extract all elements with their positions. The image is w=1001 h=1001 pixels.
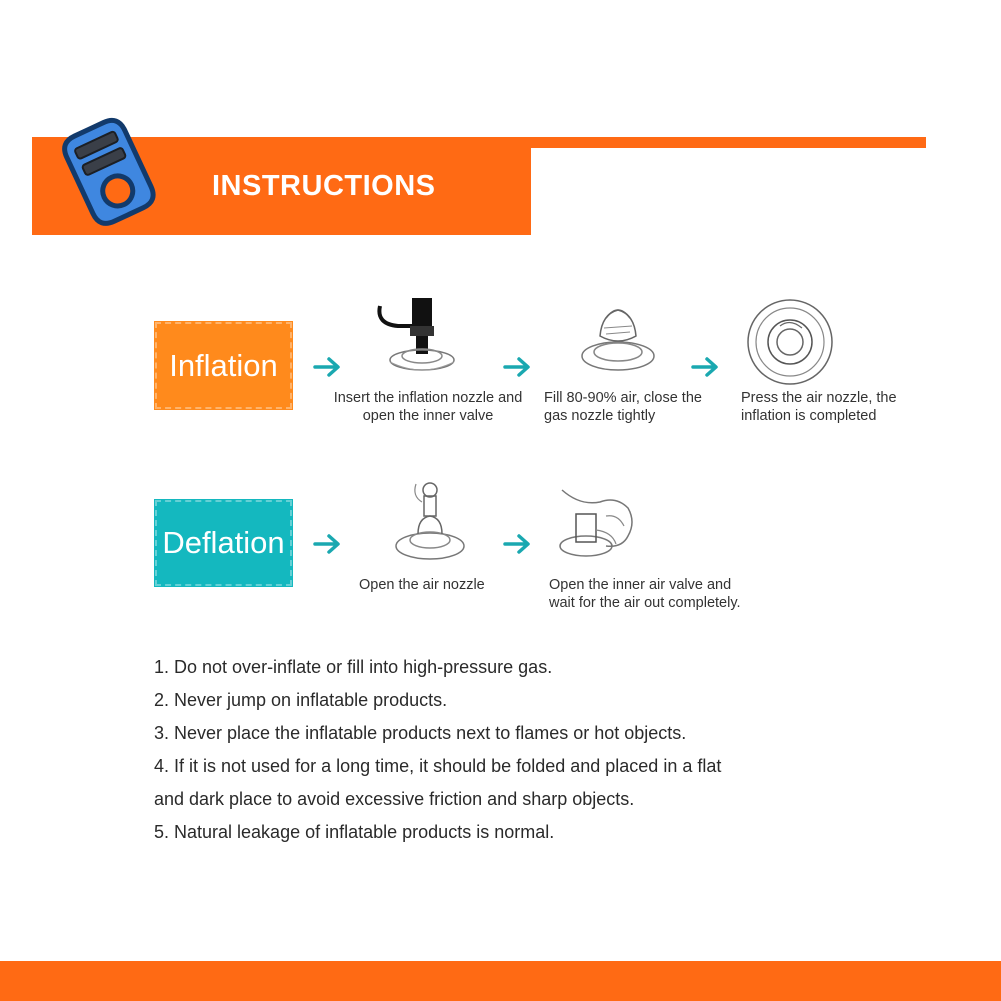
closed-valve-illustration	[576, 296, 660, 378]
arrow-right-icon	[503, 533, 533, 555]
deflation-step-2-caption: Open the inner air valve and wait for the air out completely.	[549, 577, 741, 611]
arrow-right-icon	[313, 356, 343, 378]
note-item: 4. If it is not used for a long time, it should be folded and placed in a flat	[154, 756, 722, 776]
price-tag-icon	[56, 108, 176, 238]
open-nozzle-illustration	[392, 476, 468, 566]
inflation-step-2-caption: Fill 80-90% air, close the gas nozzle tightly	[544, 390, 702, 424]
arrow-right-icon	[313, 533, 343, 555]
arrow-right-icon	[691, 356, 721, 378]
deflation-step-1-caption: Open the air nozzle	[359, 577, 485, 593]
inflation-step-1-caption: Insert the inflation nozzle and open the inner valve	[333, 390, 523, 424]
footer-bar	[0, 961, 1001, 1001]
inflation-step-3-caption: Press the air nozzle, the inflation is completed	[741, 390, 897, 424]
hand-valve-illustration	[556, 486, 640, 566]
note-item: 3. Never place the inflatable products next to flames or hot objects.	[154, 723, 687, 743]
notes-list	[154, 655, 854, 853]
arrow-right-icon	[503, 356, 533, 378]
note-item: 1. Do not over-inflate or fill into high-pressure gas.	[154, 657, 553, 677]
inflation-nozzle-illustration	[370, 296, 470, 378]
note-item: 2. Never jump on inflatable products.	[154, 690, 448, 710]
page-title: INSTRUCTIONS	[212, 170, 436, 202]
note-item: 5. Natural leakage of inflatable products is normal.	[154, 822, 555, 842]
note-item: and dark place to avoid excessive friction and sharp objects.	[154, 789, 635, 809]
deflation-label: Deflation	[155, 500, 292, 586]
pressed-valve-illustration	[744, 298, 836, 386]
inflation-label: Inflation	[155, 322, 292, 409]
